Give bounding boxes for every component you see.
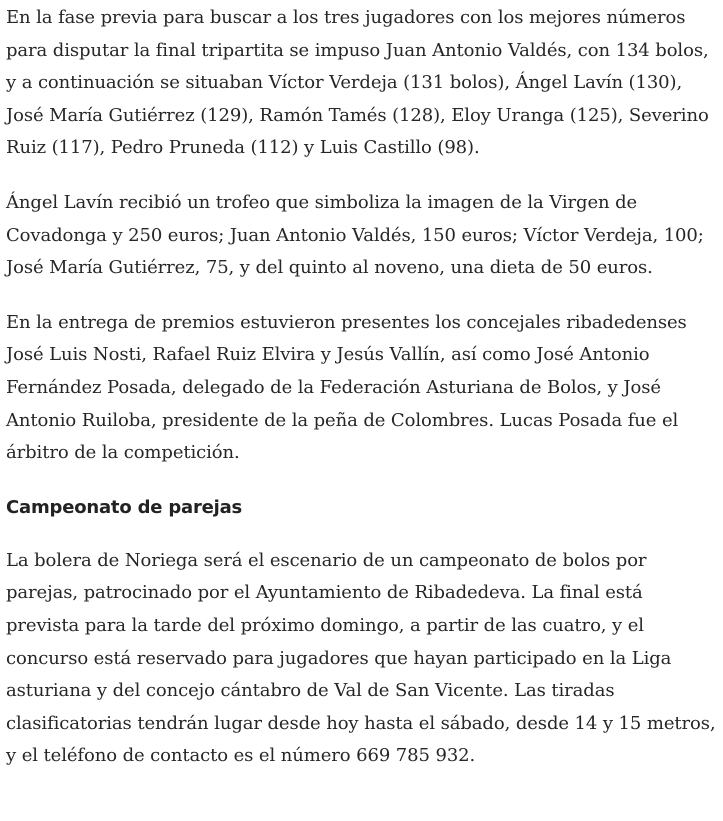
section-heading: Campeonato de parejas [6,496,243,518]
paragraph-pairs-championship: La bolera de Noriega será el escenario de un campeonato de bolos por parejas, patrocinado por el Ayuntamiento de Ribadedeva. La final está prevista para la tarde del próximo domingo, a partir de las cuatro, y el concurso está reservado para jugadores que hayan participado en la Liga asturiana y del concejo cántabro de Val de San Vicente. Las tiradas clasificatorias tendrán lugar desde hoy hasta el sábado, desde 14 y 15 metros, y el teléfono de contacto es el número 669 785 932. [6,549,716,767]
paragraph-qualifying-round: En la fase previa para buscar a los tres jugadores con los mejores números para disputar la final tripartita se impuso Juan Antonio Valdés, con 134 bolos, y a continuación se situaban Víctor Verdeja (131 bolos), Ángel Lavín (130), José María Gutiérrez (129), Ramón Tamés (128), Eloy Uranga (125), Severino Ruiz (117), Pedro Pruneda (112) y Luis Castillo (98). [6,7,709,159]
article-body [6,0,718,795]
paragraph-prizes: Ángel Lavín recibió un trofeo que simboliza la imagen de la Virgen de Covadonga y 250 euros; Juan Antonio Valdés, 150 euros; Víctor Verdeja, 100; José María Gutiérrez, 75, y del quinto al noveno, una dieta de 50 euros. [6,191,704,279]
paragraph-award-ceremony: En la entrega de premios estuvieron presentes los concejales ribadedenses José Luis Nosti, Rafael Ruiz Elvira y Jesús Vallín, así como José Antonio Fernández Posada, delegado de la Federación Asturiana de Bolos, y José Antonio Ruiloba, presidente de la peña de Colombres. Lucas Posada fue el árbitro de la competición. [6,311,687,464]
